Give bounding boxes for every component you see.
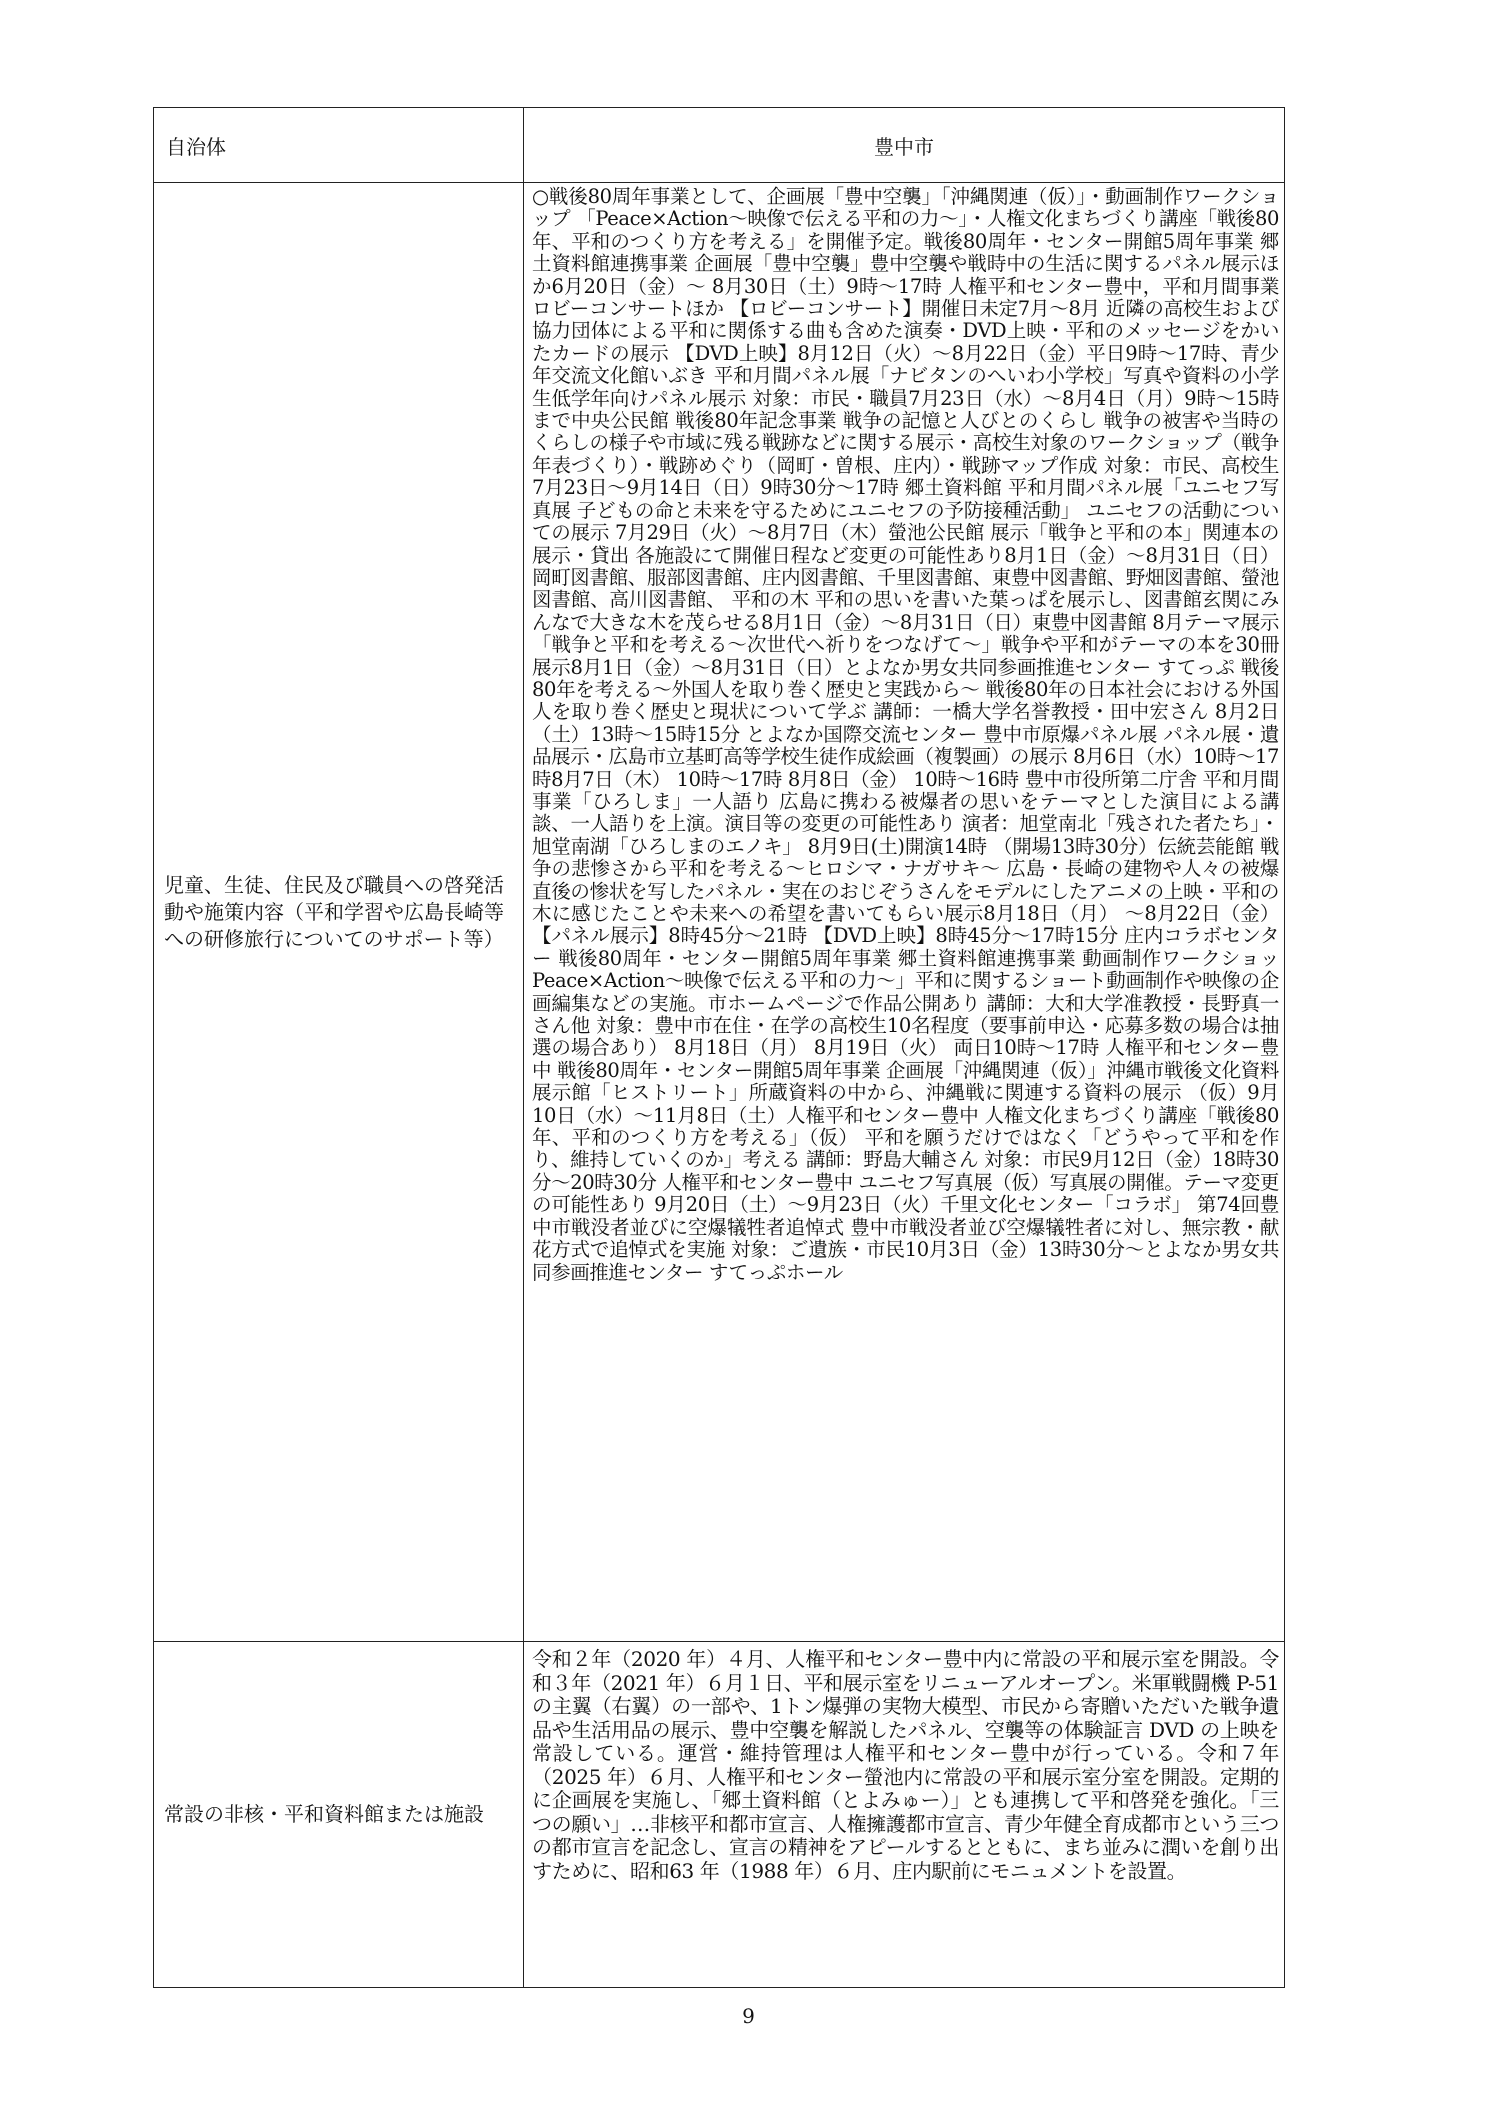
header-municipality-cell: 豊中市 — [524, 108, 1285, 183]
page-number: 9 — [742, 2004, 755, 2028]
row-label-permanent-facility: 常設の非核・平和資料館または施設 — [154, 1642, 524, 1988]
table-row-permanent-facility — [154, 1642, 1285, 1988]
header-label-cell: 自治体 — [154, 108, 524, 183]
row-content-awareness-activities: ○戦後80周年事業として、企画展「豊中空襲」「沖縄関連（仮）」・動画制作ワークショップ 「Peace×Action～映像で伝える平和の力～」・人権文化まちづくり講座「戦後80年、平和のつくり方を考える」を開催予定。戦後80周年・センター開館5周年事業 郷土資料館連携事業 企画展「豊中空襲」豊中空襲や戦時中の生活に関するパネル展示ほか6月20日（金）～ 8月30日（土）9時～17時 人権平和センター豊中，平和月間事業ロビーコンサートほか 【ロビーコンサート】開催日未定7月～8月 近隣の高校生および協力団体による平和に関係する曲も含めた演奏・DVD上映・平和のメッセージをかいたカードの展示 【DVD上映】8月12日（火）～8月22日（金）平日9時～17時、青少年交流文化館いぶき 平和月間パネル展「ナビタンのへいわ小学校」写真や資料の小学生低学年向けパネル展示 対象：市民・職員7月23日（水）～8月4日（月）9時～15時まで中央公民館 戦後80年記念事業 戦争の記憶と人びとのくらし 戦争の被害や当時のくらしの様子や市域に残る戦跡などに関する展示・高校生対象のワークショップ（戦争年表づくり）・戦跡めぐり（岡町・曽根、庄内）・戦跡マップ作成 対象：市民、高校生 7月23日～9月14日（日）9時30分～17時 郷土資料館 平和月間パネル展「ユニセフ写真展 子どもの命と未来を守るためにユニセフの予防接種活動」 ユニセフの活動についての展示 7月29日（火）～8月7日（木）螢池公民館 展示「戦争と平和の本」関連本の展示・貸出 各施設にて開催日程など変更の可能性あり8月1日（金）～8月31日（日）岡町図書館、服部図書館、庄内図書館、千里図書館、東豊中図書館、野畑図書館、螢池図書館、高川図書館、 平和の木 平和の思いを書いた葉っぱを展示し、図書館玄関にみんなで大きな木を茂らせる8月1日（金）～8月31日（日）東豊中図書館 8月テーマ展示「戦争と平和を考える～次世代へ祈りをつなげて～」戦争や平和がテーマの本を30冊展示8月1日（金）～8月31日（日）とよなか男女共同参画推進センター すてっぷ 戦後80年を考える～外国人を取り巻く歴史と実践から～ 戦後80年の日本社会における外国人を取り巻く歴史と現状について学ぶ 講師：一橋大学名誉教授・田中宏さん 8月2日（土）13時～15時15分 とよなか国際交流センター 豊中市原爆パネル展 パネル展・遺品展示・広島市立基町高等学校生徒作成絵画（複製画）の展示 8月6日（水）10時～17時8月7日（木） 10時～17時 8月8日（金） 10時～16時 豊中市役所第二庁舎 平和月間事業「ひろしま」一人語り 広島に携わる被爆者の思いをテーマとした演目による講談、一人語りを上演。演目等の変更の可能性あり 演者：旭堂南北「残された者たち」・旭堂南湖「ひろしまのエノキ」 8月9日(土)開演14時 （開場13時30分）伝統芸能館 戦争の悲惨さから平和を考える～ヒロシマ・ナガサキ～ 広島・長崎の建物や人々の被爆直後の惨状を写したパネル・実在のおじぞうさんをモデルにしたアニメの上映・平和の木に感じたことや未来への希望を書いてもらい展示8月18日（月） ～8月22日（金）【パネル展示】8時45分～21時 【DVD上映】8時45分～17時15分 庄内コラボセンター 戦後80周年・センター開館5周年事業 郷土資料館連携事業 動画制作ワークショッPeace×Action～映像で伝える平和の力～」平和に関するショート動画制作や映像の企画編集などの実施。市ホームページで作品公開あり 講師：大和大学准教授・長野真一さん他 対象：豊中市在住・在学の高校生10名程度（要事前申込・応募多数の場合は抽選の場合あり） 8月18日（月） 8月19日（火） 両日10時～17時 人権平和センター豊中 戦後80周年・センター開館5周年事業 企画展「沖縄関連（仮）」沖縄市戦後文化資料展示館「ヒストリート」所蔵資料の中から、沖縄戦に関連する資料の展示 （仮）9月10日（水）～11月8日（土）人権平和センター豊中 人権文化まちづくり講座「戦後80年、平和のつくり方を考える」（仮） 平和を願うだけではなく「どうやって平和を作り、維持していくのか」考える 講師：野島大輔さん 対象：市民9月12日（金）18時30分～20時30分 人権平和センター豊中 ユニセフ写真展（仮）写真展の開催。テーマ変更の可能性あり 9月20日（土）～9月23日（火）千里文化センター「コラボ」 第74回豊中市戦没者並びに空爆犠牲者追悼式 豊中市戦没者並び空爆犠牲者に対し、無宗教・献花方式で追悼式を実施 対象：ご遺族・市民10月3日（金）13時30分～とよなか男女共同参画推進センター すてっぷホール — [524, 183, 1285, 1642]
row-content-permanent-facility: 令和２年（2020 年）４月、人権平和センター豊中内に常設の平和展示室を開設。令和３年（2021 年）６月１日、平和展示室をリニューアルオープン。米軍戦闘機 P-51 の主翼（右翼）の一部や、1トン爆弾の実物大模型、市民から寄贈いただいた戦争遺品や生活用品の展示、豊中空襲を解説したパネル、空襲等の体験証言 DVD の上映を常設している。運営・維持管理は人権平和センター豊中が行っている。令和７年（2025 年）６月、人権平和センター螢池内に常設の平和展示室分室を開設。定期的に企画展を実施し、「郷土資料館（とよみゅー）」とも連携して平和啓発を強化。「三つの願い」…非核平和都市宣言、人権擁護都市宣言、青少年健全育成都市という三つの都市宣言を記念し、宣言の精神をアピールするとともに、まち並みに潤いを創り出すために、昭和63 年（1988 年）６月、庄内駅前にモニュメントを設置。 — [524, 1642, 1285, 1988]
table-header-row — [154, 108, 1285, 183]
table-row-awareness-activities — [154, 183, 1285, 1642]
municipality-table — [153, 107, 1285, 1988]
row-label-awareness-activities: 児童、生徒、住民及び職員への啓発活動や施策内容（平和学習や広島長崎等への研修旅行についてのサポート等） — [154, 183, 524, 1642]
